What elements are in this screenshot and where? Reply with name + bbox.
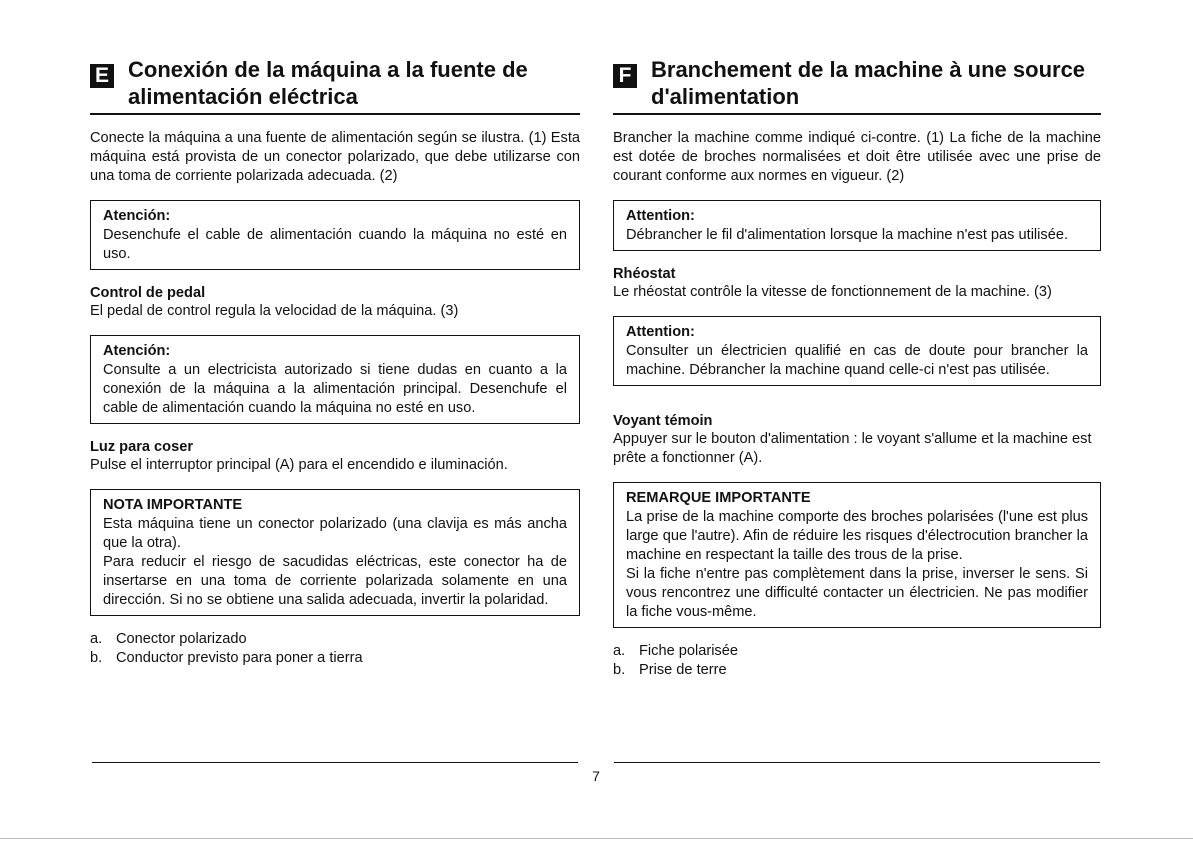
page-edge-rule bbox=[0, 838, 1193, 839]
spanish-attention-box-1: Atención: Desenchufe el cable de alimentación cuando la máquina no esté en uso. bbox=[90, 200, 580, 270]
list-item: a. Conector polarizado bbox=[90, 631, 247, 647]
french-column bbox=[613, 56, 1101, 680]
footer-rule-right bbox=[614, 762, 1100, 763]
french-intro: Brancher la machine comme indiqué ci-contre. (1) La fiche de la machine est dotée de broches normalisées et doit être utilisée avec une prise de courant conforme aux normes en vigueur. (2) bbox=[613, 130, 1101, 184]
list-item: b. Prise de terre bbox=[613, 662, 727, 678]
spanish-section-title: Conexión de la máquina a la fuente de alimentación eléctrica bbox=[128, 57, 528, 109]
list-item: b. Conductor previsto para poner a tierra bbox=[90, 650, 363, 666]
french-rheostat-heading: Rhéostat bbox=[613, 266, 676, 282]
french-important-note-box: REMARQUE IMPORTANTE La prise de la machine comporte des broches polarisées (l'une est plus large que l'autre). Afin de réduire les risques d'électrocution brancher la machine en respectant la taille des trous de la prise. Si la fiche n'entre pas complètement dans la prise, inverser le sens. Si vous rencontrez une difficulté contacter un électricien. Ne pas modifier la fiche vous-même. bbox=[613, 482, 1101, 628]
spanish-legend-list bbox=[90, 630, 580, 668]
french-legend-list bbox=[613, 642, 1101, 680]
spanish-attention-box-2: Atención: Consulte a un electricista autorizado si tiene dudas en cuanto a la conexión de la máquina a la alimentación principal. Desenchufe el cable de alimentación cuando la máquina no esté en uso. bbox=[90, 335, 580, 424]
spanish-section-header bbox=[90, 56, 580, 115]
spanish-light-heading: Luz para coser bbox=[90, 439, 194, 455]
page-number: 7 bbox=[592, 768, 600, 784]
french-attention-box-1: Attention: Débrancher le fil d'alimentation lorsque la machine n'est pas utilisée. bbox=[613, 200, 1101, 251]
french-rheostat-text: Le rhéostat contrôle la vitesse de fonctionnement de la machine. (3) bbox=[613, 284, 1052, 300]
section-letter-f: F bbox=[613, 64, 637, 88]
spanish-column bbox=[90, 56, 580, 668]
footer-rule-left bbox=[92, 762, 578, 763]
french-section-header bbox=[613, 56, 1101, 115]
spanish-important-note-box: NOTA IMPORTANTE Esta máquina tiene un conector polarizado (una clavija es más ancha que la otra). Para reducir el riesgo de sacudidas eléctricas, este conector ha de insertarse en una toma de corriente polarizada solamente en una dirección. Si no se obtiene una salida adecuada, invertir la polaridad. bbox=[90, 489, 580, 616]
french-light-heading: Voyant témoin bbox=[613, 413, 713, 429]
spanish-light-text: Pulse el interruptor principal (A) para el encendido e iluminación. bbox=[90, 457, 508, 473]
french-attention-box-2: Attention: Consulter un électricien qualifié en cas de doute pour brancher la machine. Débrancher la machine quand celle-ci n'est pas utilisée. bbox=[613, 316, 1101, 386]
spanish-pedal-text: El pedal de control regula la velocidad de la máquina. (3) bbox=[90, 303, 459, 319]
list-item: a. Fiche polarisée bbox=[613, 643, 738, 659]
spanish-intro: Conecte la máquina a una fuente de alimentación según se ilustra. (1) Esta máquina está provista de un conector polarizado, que debe utilizarse con una toma de corriente polarizada adecuada. (2) bbox=[90, 130, 580, 184]
french-light-text: Appuyer sur le bouton d'alimentation : le voyant s'allume et la machine est prête a fonctionner (A). bbox=[613, 431, 1092, 466]
section-letter-e: E bbox=[90, 64, 114, 88]
spanish-pedal-heading: Control de pedal bbox=[90, 285, 206, 301]
french-section-title: Branchement de la machine à une source d'alimentation bbox=[651, 57, 1086, 109]
